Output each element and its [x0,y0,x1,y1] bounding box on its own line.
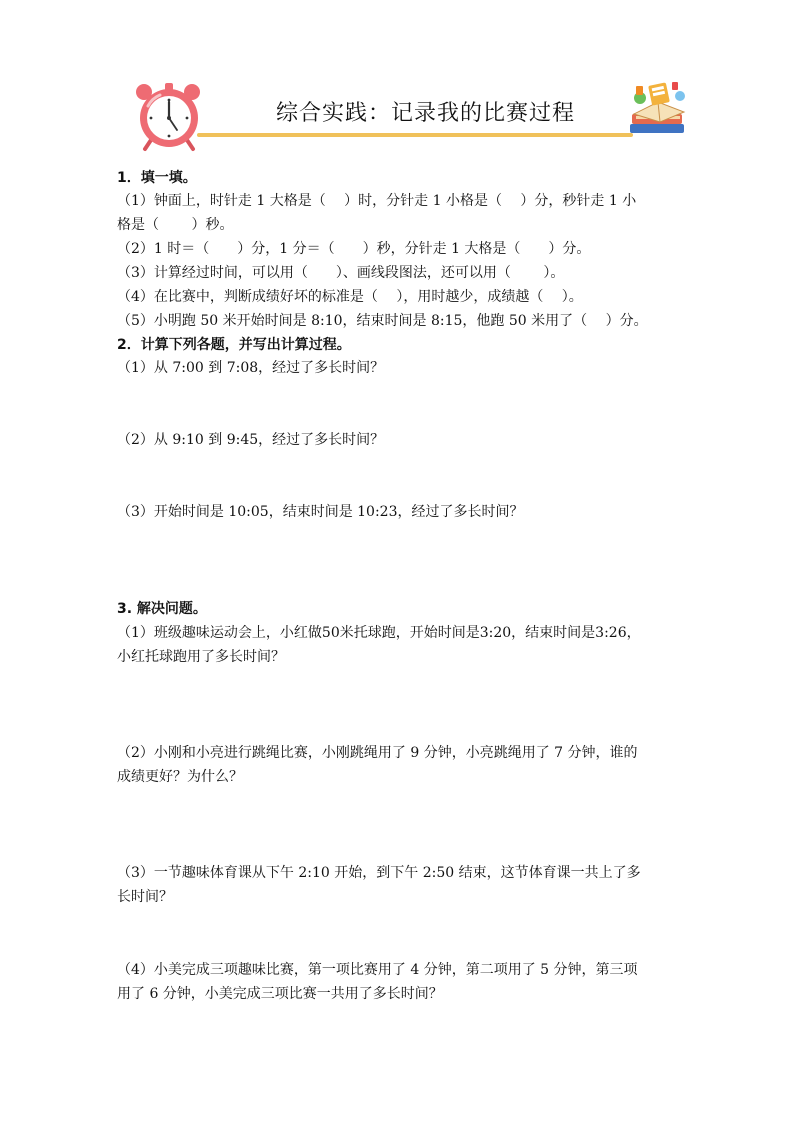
section-3-item: 用了 6 分钟，小美完成三项比赛一共用了多长时间？ [117,986,443,1002]
section-2-heading: 2．计算下列各题，并写出计算过程。 [117,337,351,353]
section-3-item: （4）小美完成三项趣味比赛，第一项比赛用了 4 分钟，第二项用了 5 分钟，第三项 [117,962,638,978]
section-3-item: （1）班级趣味运动会上，小红做50米托球跑，开始时间是3:20，结束时间是3:26， [117,625,641,641]
section-1-item: 格是（ ）秒。 [117,217,234,233]
section-3-item: （3）一节趣味体育课从下午 2:10 开始，到下午 2:50 结束，这节体育课一共上了多 [117,865,641,881]
section-1-heading: 1．填一填。 [117,170,197,186]
section-3-item: （2）小刚和小亮进行跳绳比赛，小刚跳绳用了 9 分钟，小亮跳绳用了 7 分钟，谁的 [117,745,638,761]
section-1-item: （1）钟面上，时针走 1 大格是（ ）时，分针走 1 小格是（ ）分，秒针走 1 小 [117,193,637,209]
section-3-heading: 3. 解决问题。 [117,601,207,617]
section-3-item: 小红托球跑用了多长时间？ [117,649,285,665]
section-1-item: （5）小明跑 50 米开始时间是 8:10，结束时间是 8:15，他跑 50 米用了（ ）分。 [117,313,648,329]
section-1-item: （3）计算经过时间，可以用（ ）、画线段图法，还可以用（ ）。 [117,265,565,281]
section-3-item: 长时间？ [117,889,173,905]
section-1-item: （2）1 时＝（ ）分，1 分＝（ ）秒，分针走 1 大格是（ ）分。 [117,241,591,257]
page-title: 综合实践：记录我的比赛过程 [276,101,576,126]
section-2-item: （2）从 9:10 到 9:45，经过了多长时间？ [117,432,385,448]
section-2-item: （1）从 7:00 到 7:08，经过了多长时间？ [117,360,385,376]
section-3-item: 成绩更好？为什么？ [117,769,243,785]
section-2-item: （3）开始时间是 10:05，结束时间是 10:23，经过了多长时间？ [117,504,524,520]
section-1-item: （4）在比赛中，判断成绩好坏的标准是（ ），用时越少，成绩越（ ）。 [117,289,583,305]
